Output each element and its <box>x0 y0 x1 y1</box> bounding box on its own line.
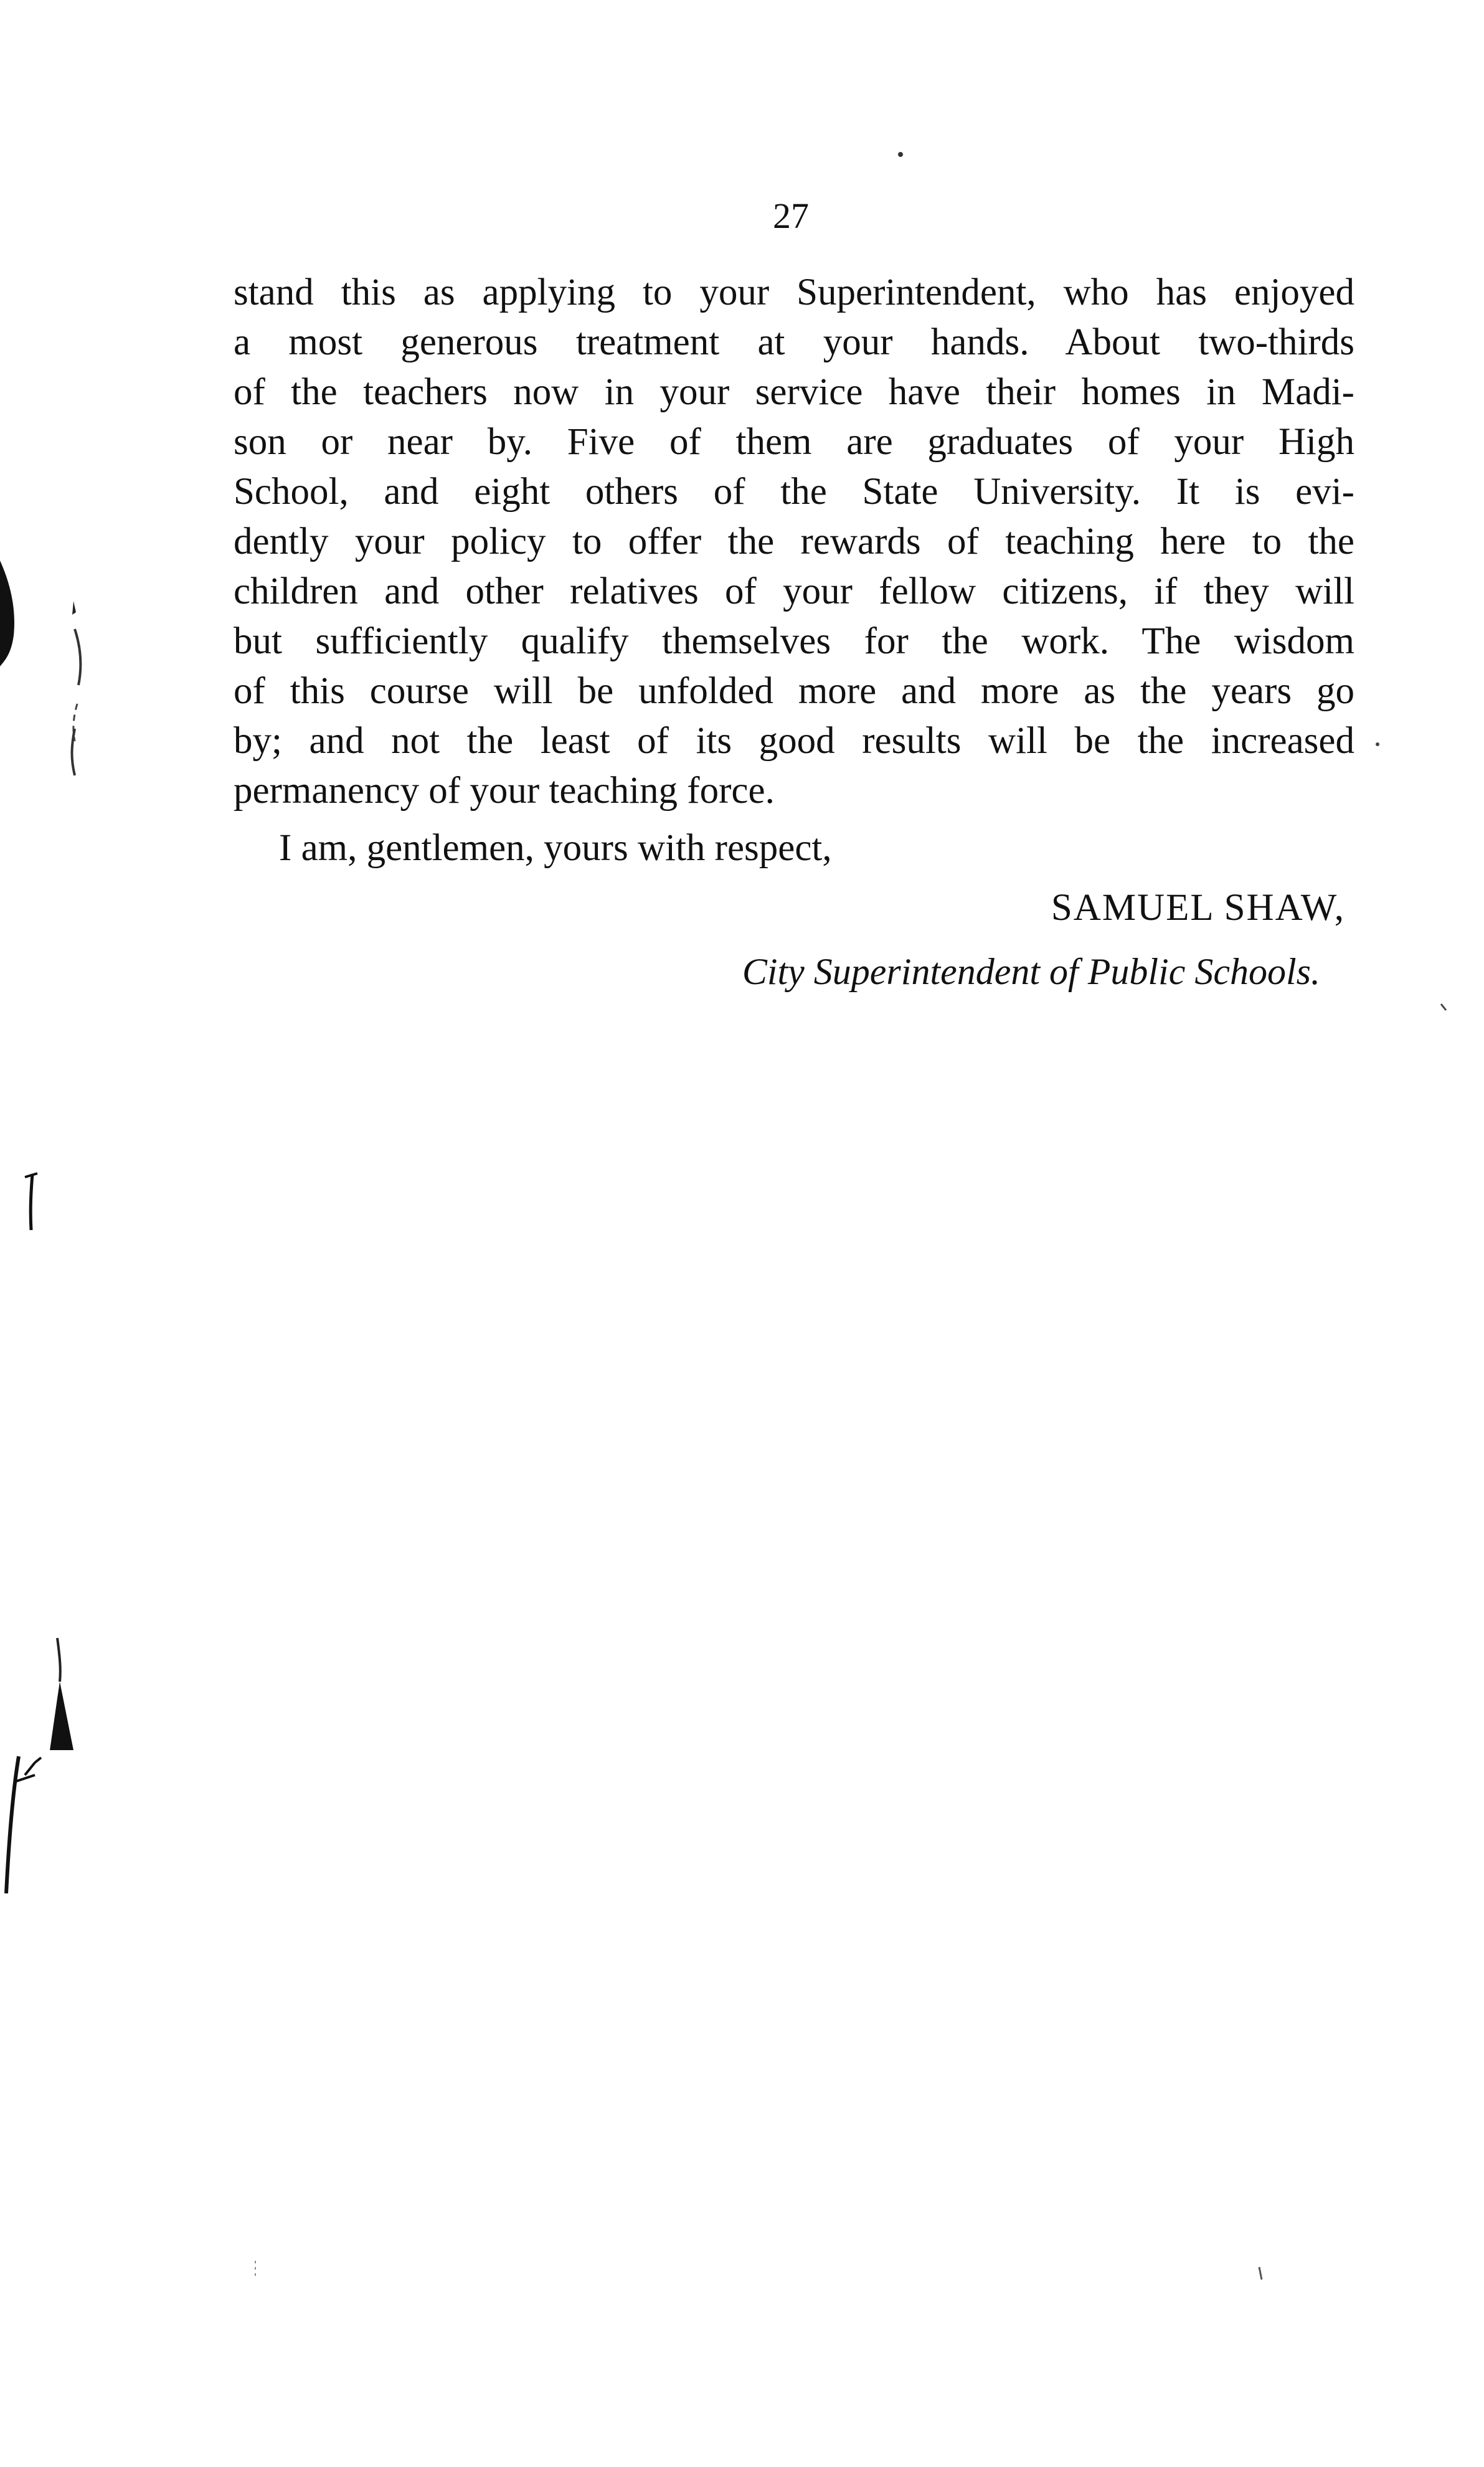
text-line: son or near by. Five of them are graduates of your High <box>234 421 1354 463</box>
text-line: School, and eight others of the State University. It is evi- <box>234 471 1354 513</box>
text-line: of this course will be unfolded more and more as the years go <box>234 670 1354 712</box>
closing-salutation: I am, gentlemen, yours with respect, <box>279 827 832 869</box>
text-line: stand this as applying to your Superintendent, who has enjoyed <box>234 272 1354 313</box>
text-line: children and other relatives of your fellow citizens, if they will <box>234 571 1354 612</box>
body-paragraph <box>234 268 1354 816</box>
text-line: but sufficiently qualify themselves for the work. The wisdom <box>234 620 1354 662</box>
text-line: of the teachers now in your service have their homes in Madi- <box>234 371 1354 413</box>
signature-name: SAMUEL SHAW, <box>1051 887 1345 929</box>
page-number: 27 <box>773 196 809 236</box>
text-line: by; and not the least of its good results will be the increased <box>234 720 1354 762</box>
text-line: dently your policy to offer the rewards of teaching here to the <box>234 521 1354 562</box>
text-line: permanency of your teaching force. <box>234 770 775 812</box>
text-line: a most generous treatment at your hands. About two-thirds <box>234 321 1354 363</box>
signature-title: City Superintendent of Public Schools. <box>742 951 1320 992</box>
